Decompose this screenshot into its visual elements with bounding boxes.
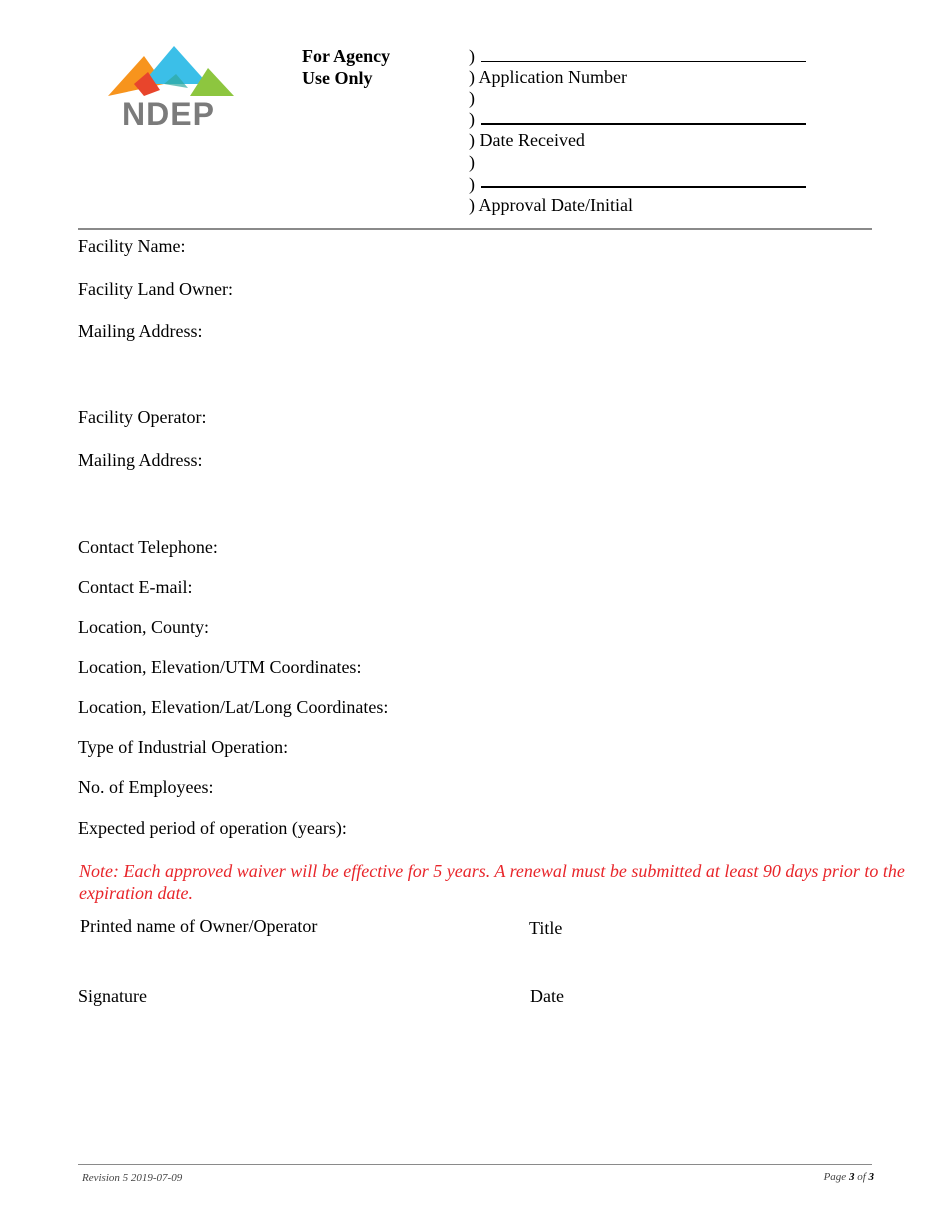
owner-mailing-address-label: Mailing Address:: [78, 321, 203, 341]
facility-land-owner-label: Facility Land Owner:: [78, 279, 233, 299]
facility-name-label: Facility Name:: [78, 236, 186, 256]
facility-operator-label: Facility Operator:: [78, 407, 207, 427]
contact-telephone-label: Contact Telephone:: [78, 537, 218, 557]
agency-heading-line1: For Agency: [302, 46, 391, 66]
operator-mailing-address-label: Mailing Address:: [78, 450, 203, 470]
waiver-note: Note: Each approved waiver will be effective for 5 years. A renewal must be submitted at least 90 days prior to the expiration date.: [79, 861, 905, 903]
mountain-logo-icon: [104, 44, 236, 104]
printed-name-label: Printed name of Owner/Operator: [80, 916, 318, 936]
agency-use-heading: [302, 45, 390, 89]
expected-period-label: Expected period of operation (years):: [78, 818, 347, 838]
page-total: 3: [868, 1171, 874, 1183]
application-number-line[interactable]: [481, 61, 806, 62]
agency-paren-1: ): [469, 46, 475, 66]
application-number-label: ) Application Number: [469, 67, 627, 87]
header-divider: [78, 228, 872, 230]
date-label: Date: [530, 986, 564, 1006]
location-utm-label: Location, Elevation/UTM Coordinates:: [78, 657, 362, 677]
date-received-line[interactable]: [481, 123, 806, 125]
signature-label: Signature: [78, 986, 147, 1006]
logo-text: NDEP: [122, 96, 215, 132]
ndep-logo: [104, 44, 236, 136]
employees-label: No. of Employees:: [78, 777, 214, 797]
page-number: [824, 1171, 874, 1183]
agency-paren-3: ): [469, 109, 475, 129]
approval-date-label: ) Approval Date/Initial: [469, 195, 633, 215]
title-label: Title: [529, 918, 563, 938]
footer-divider: [78, 1164, 872, 1165]
industrial-operation-label: Type of Industrial Operation:: [78, 737, 289, 757]
location-latlong-label: Location, Elevation/Lat/Long Coordinates:: [78, 697, 389, 717]
page-prefix: Page: [823, 1171, 847, 1183]
location-county-label: Location, County:: [78, 617, 209, 637]
revision-text: Revision 5 2019-07-09: [82, 1172, 183, 1184]
date-received-label: ) Date Received: [469, 130, 585, 150]
page-current: 3: [848, 1171, 855, 1183]
agency-paren-2: ): [469, 88, 475, 108]
approval-date-line[interactable]: [481, 186, 806, 188]
agency-paren-5: ): [469, 174, 475, 194]
agency-heading-line2: Use Only: [302, 68, 373, 88]
contact-email-label: Contact E-mail:: [78, 577, 193, 597]
page-of: of: [857, 1171, 866, 1183]
agency-paren-4: ): [469, 152, 475, 172]
